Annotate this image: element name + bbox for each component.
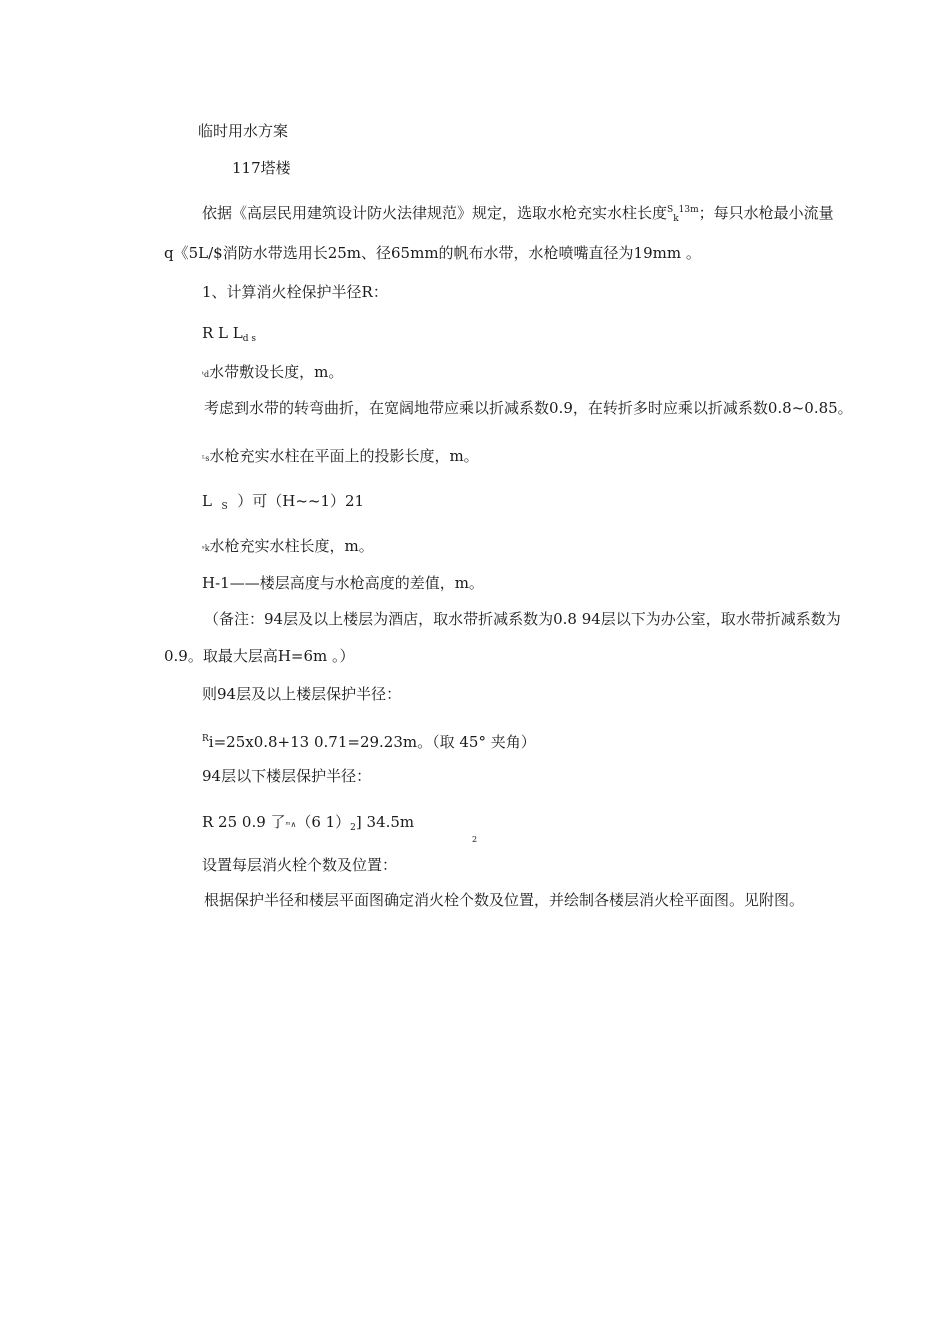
ls-formula-s: S (221, 502, 228, 512)
r2-under-mark (472, 830, 477, 850)
setup-title (202, 855, 397, 875)
setup-title-text: 设置每层消火栓个数及位置： (202, 856, 398, 874)
reduction-text: 考虑到水带的转弯曲折，在宽阔地带应乘以折减系数0.9，在转折多时应乘以折减系数0.8~0.85。 (204, 399, 853, 417)
intro-text-post: ；每只水枪最小流量 (698, 204, 834, 222)
r2-tiny: ᵐ∧ (285, 820, 297, 829)
step1-heading (202, 282, 388, 302)
r1-symbol: R (202, 734, 209, 744)
setup-paragraph (204, 890, 804, 910)
doc-title-text: 临时用水方案 (198, 122, 289, 140)
sk-value: 13m (678, 205, 699, 215)
ls-symbol: ᴸs (202, 454, 210, 463)
sk-text: 水枪充实水柱长度，m。 (209, 537, 374, 555)
remark-line2 (164, 646, 355, 666)
building-title-text: 117塔楼 (232, 159, 291, 177)
formula-r-sub: d s (242, 334, 257, 344)
intro-paragraph-line1 (202, 200, 834, 229)
reduction-note (204, 398, 853, 418)
h1-definition (202, 573, 484, 593)
r1-text: i=25x0.8+13 0.71=29.23m。（取 45° 夹角） (208, 733, 536, 751)
upper-floors-title (202, 684, 401, 704)
r2-pre: R 25 0.9 了 (202, 813, 286, 831)
ls-formula-l: L (202, 492, 212, 510)
sk-symbol: ˢk (202, 544, 210, 553)
r2-sub: 2 (350, 823, 356, 833)
remark-line1 (204, 609, 841, 629)
upper-floors-text: 则94层及以上楼层保护半径： (202, 685, 402, 703)
lower-floors-title (202, 766, 371, 786)
ls-formula (202, 491, 364, 517)
lower-floors-text: 94层以下楼层保护半径： (202, 767, 372, 785)
formula-r-main: R L L (202, 324, 243, 342)
intro-text: 依据《高层民用建筑设计防火法律规范》规定，选取水枪充实水柱长度 (202, 204, 668, 222)
sk-symbol-s: S (667, 205, 674, 215)
intro-text-2: q《5L/$消防水带选用长25m、径65mm的帆布水带，水枪喷嘴直径为19mm 。 (164, 244, 701, 262)
ls-definition (202, 446, 479, 469)
intro-paragraph-line2 (164, 243, 701, 263)
ls-formula-rest: ）可（H~~1）21 (237, 492, 365, 510)
ls-text: 水枪充实水柱在平面上的投影长度，m。 (209, 447, 479, 465)
ld-symbol: ᵗd (202, 370, 210, 379)
ld-text: 水带敷设长度，m。 (209, 363, 344, 381)
sk-definition (202, 536, 374, 559)
sk-symbol-k: k (673, 214, 679, 224)
building-title (232, 158, 291, 178)
r2-mid: （6 1） (296, 813, 351, 831)
remark-text-2: 0.9。取最大层高H=6m 。） (164, 647, 355, 665)
ld-definition (202, 362, 343, 385)
r2-formula (202, 812, 414, 838)
formula-r (202, 323, 256, 349)
r2-post: ] 34.5m (355, 813, 415, 831)
setup-text: 根据保护半径和楼层平面图确定消火栓个数及位置，并绘制各楼层消火栓平面图。见附图。 (204, 891, 805, 909)
r2-under-text: 2 (472, 835, 478, 844)
r1-formula (202, 729, 536, 752)
step1-text: 1、计算消火栓保护半径R： (202, 283, 388, 301)
remark-text-1: （备注：94层及以上楼层为酒店，取水带折减系数为0.8 94层以下为办公室，取水带折减系数为 (204, 610, 841, 628)
doc-title (198, 121, 288, 141)
h1-text: H-1——楼层高度与水枪高度的差值，m。 (202, 574, 484, 592)
